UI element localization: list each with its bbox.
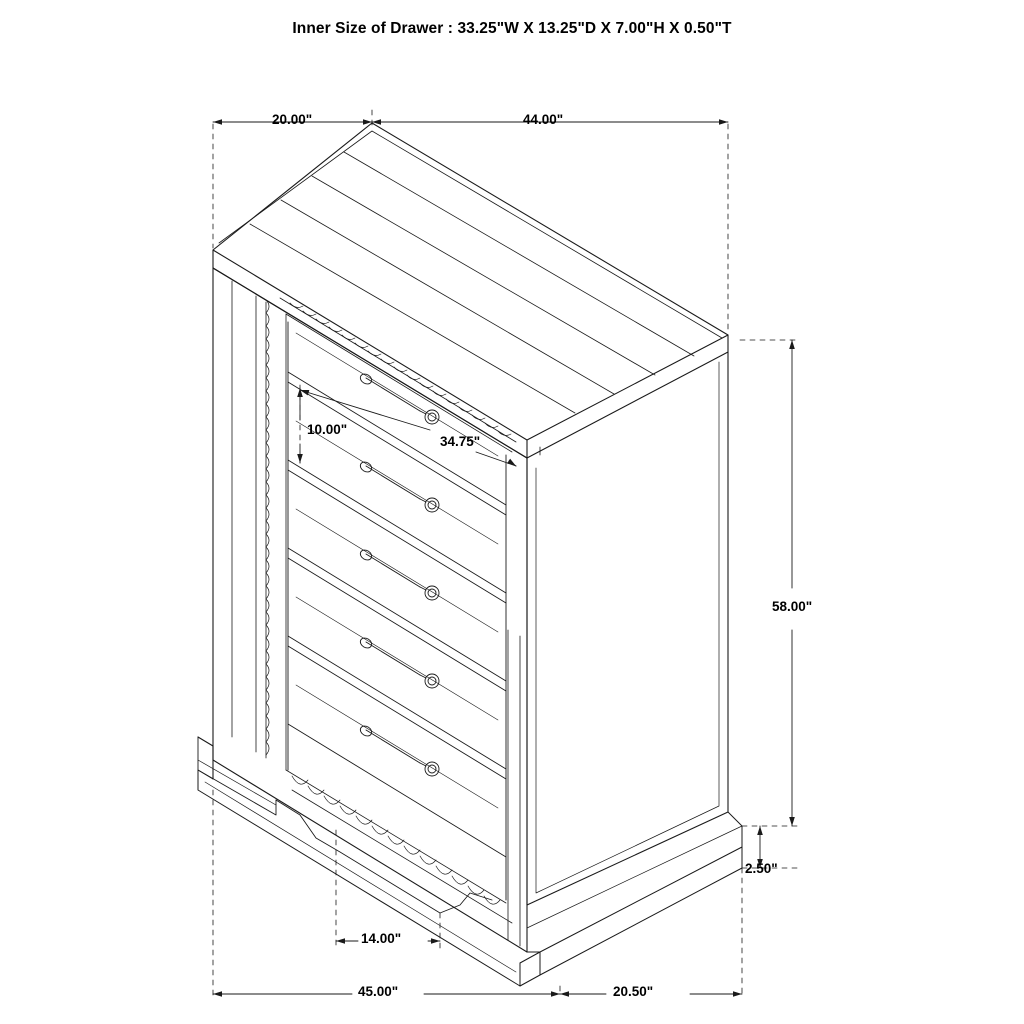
dim-foot-width: 14.00" <box>361 931 402 946</box>
dim-top-depth: 20.00" <box>272 112 313 127</box>
page-title: Inner Size of Drawer : 33.25"W X 13.25"D X 7.00"H X 0.50"T <box>292 20 732 37</box>
dim-base-height: 2.50" <box>745 861 778 876</box>
dim-overall-depth: 20.50" <box>613 984 654 999</box>
dim-total-height: 58.00" <box>772 599 813 614</box>
dim-overall-width: 45.00" <box>358 984 399 999</box>
dim-top-width: 44.00" <box>523 112 564 127</box>
dim-drawer-height: 10.00" <box>307 422 348 437</box>
dim-drawer-width: 34.75" <box>440 434 481 449</box>
